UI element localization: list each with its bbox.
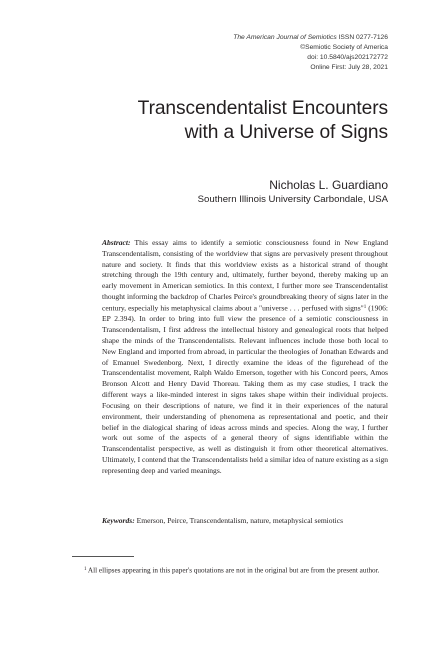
abstract-text-part-2: (1906: EP 2.394). In order to bring into full view the presence of a semiotic consciousness in Transcendentalism, I first address the intellectual history and genealogical roots that helped shape the minds of the Transcendentalists. Relevant influences include those both local to New England and imported from abroad, in particular the theologies of Jonathan Edwards and of Emanuel Swedenborg. Next, I directly examine the ideas of the figurehead of the Transcendentalist movement, Ralph Waldo Emerson, together with his Concord peers, Amos Bronson Alcott and Henry David Thoreau. Taking them as my case studies, I track the different ways a like-minded interest in signs takes shape within their individual projects. Focusing on their descriptions of nature, we find it in their experiences of the natural environment, their understanding of phenomena as representational and poetic, and their belief in the dialogical sharing of ideas across minds and species. Along the way, I further work out some of the aspects of a general theory of signs identifiable within the Transcendentalist perspective, as well as distinguish it from other theoretical alternatives. Ultimately, I contend that the Transcendentalists held a similar idea of nature existing as a sign representing deep and varied meanings. [102, 303, 388, 475]
journal-meta [233, 33, 388, 73]
journal-issn: ISSN 0277-7126 [338, 34, 388, 41]
journal-doi: doi: 10.5840/ajs202172772 [307, 54, 388, 61]
title-line-1: Transcendentalist Encounters [137, 98, 388, 119]
keywords [102, 515, 388, 526]
abstract [102, 238, 388, 477]
footnote-mark: 1 [84, 567, 87, 572]
journal-line [233, 33, 388, 43]
author-name: Nicholas L. Guardiano [269, 178, 388, 192]
abstract-text-part-1: This essay aims to identify a semiotic consciousness found in New England Transcendentalism, consisting of the worldview that signs are pervasively present throughout nature and society. It finds that this worldview exists as a historical strand of thought stretching through the 19th century and, ultimately, further beyond, thereby making up an early movement in American semiotics. In this context, I further more see Transcendentalist thought informing the backdrop of Charles Peirce's groundbreaking theory of signs later in the century, especially his metaphysical claims about a "universe . . . perfused with signs" [102, 238, 388, 313]
footnote [72, 565, 388, 576]
footnote-text: All ellipses appearing in this paper's quotations are not in the original but are from the present author. [87, 566, 380, 575]
footnote-divider [72, 556, 134, 557]
abstract-label: Abstract: [102, 238, 131, 247]
article-title [48, 97, 388, 145]
keywords-text: Emerson, Peirce, Transcendentalism, nature, metaphysical semiotics [136, 516, 344, 525]
footnote-reference: 1 [363, 304, 367, 310]
keywords-label: Keywords: [102, 516, 135, 525]
author-affiliation: Southern Illinois University Carbondale, USA [197, 194, 388, 205]
online-first-date: Online First: July 28, 2021 [310, 64, 388, 71]
journal-name: The American Journal of Semiotics [233, 34, 337, 41]
title-line-2: with a Universe of Signs [184, 122, 388, 143]
journal-copyright: ©Semiotic Society of America [300, 44, 388, 51]
